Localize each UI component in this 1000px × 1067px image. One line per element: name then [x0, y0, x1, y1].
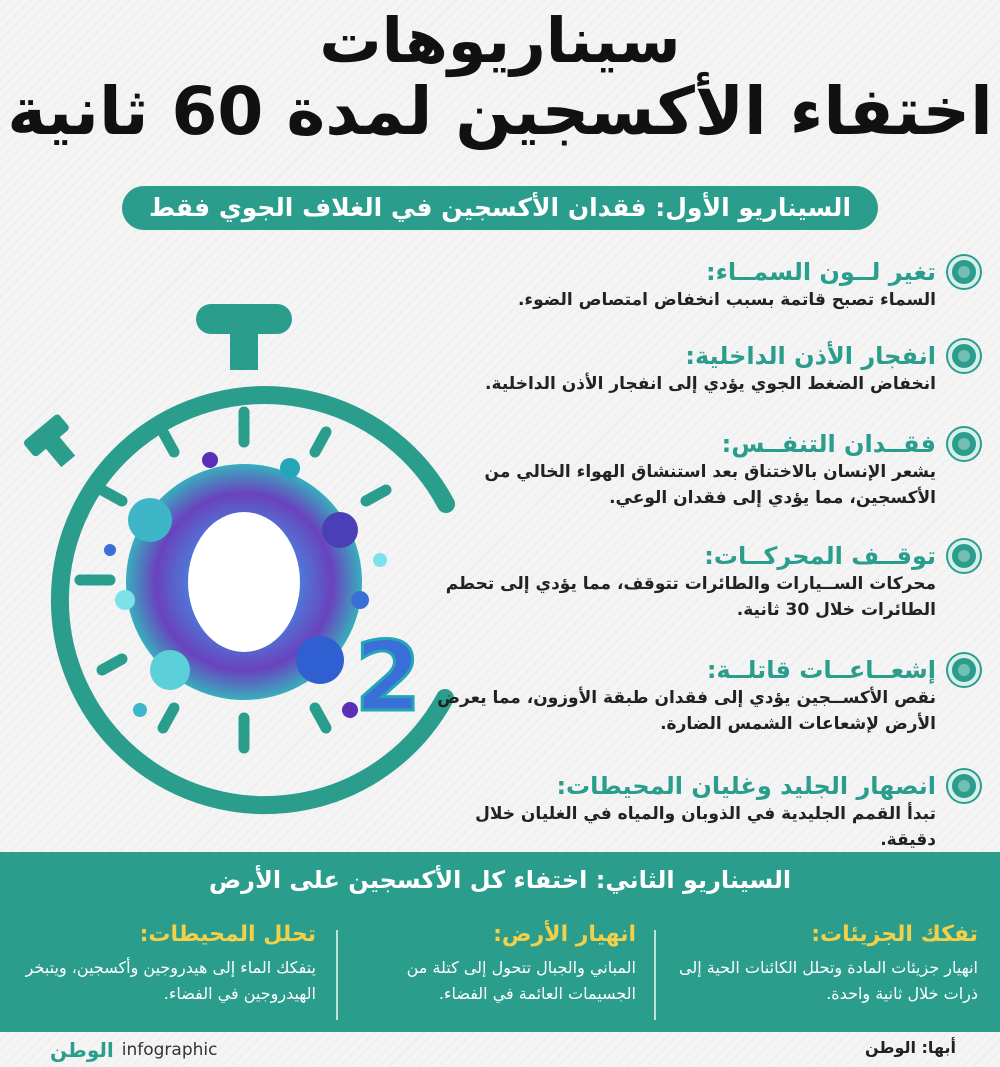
- title-line-2: اختفاء الأكسجين لمدة 60 ثانية: [7, 73, 993, 151]
- paint-splash: [104, 452, 387, 718]
- alwatan-logo: الوطن: [50, 1038, 114, 1062]
- list-item: [420, 340, 980, 398]
- item-text: يشعر الإنسان بالاختناق بعد استنشاق الهواء الخالي من الأكسجين، مما يؤدي إلى فقدان الوعي.: [484, 462, 936, 508]
- stopwatch-crown: [196, 304, 292, 370]
- item-heading: فقــدان التنفــس:: [721, 430, 936, 458]
- footer: [0, 1032, 1000, 1067]
- bullet-icon: [948, 540, 980, 572]
- bullet-icon: [948, 256, 980, 288]
- item-text: نقص الأكســجين يؤدي إلى فقدان طبقة الأوزون، مما يعرض الأرض لإشعاعات الشمس الضارة.: [437, 688, 936, 734]
- o2-subscript: 2: [354, 621, 422, 733]
- scenario2-label: السيناريو الثاني: اختفاء كل الأكسجين على الأرض: [208, 866, 792, 894]
- page-title: [0, 6, 1000, 149]
- column-divider: [654, 930, 656, 1020]
- scenario1-label: السيناريو الأول: فقدان الأكسجين في الغلاف الجوي فقط: [122, 186, 878, 230]
- bullet-icon: [948, 770, 980, 802]
- column-heading: انهيار الأرض:: [493, 922, 636, 947]
- column-heading: تفكك الجزيئات:: [811, 922, 978, 947]
- list-item: [420, 654, 980, 737]
- title-line-1: سيناريوهات: [319, 4, 681, 77]
- list-item: [420, 770, 980, 853]
- column-heading: تحلل المحيطات:: [139, 922, 316, 947]
- brand-label: infographic: [121, 1040, 218, 1060]
- scenario2-column: [16, 922, 316, 1006]
- item-heading: انفجار الأذن الداخلية:: [685, 342, 936, 370]
- scenario2-column: [678, 922, 978, 1006]
- column-text: يتفكك الماء إلى هيدروجين وأكسجين، ويتبخر الهيدروجين في الفضاء.: [25, 958, 316, 1003]
- scenario2-panel: [0, 852, 1000, 1032]
- column-divider: [336, 930, 338, 1020]
- item-text: تبدأ القمم الجليدية في الذوبان والمياه في الغليان خلال دقيقة.: [475, 804, 936, 850]
- bullet-icon: [948, 428, 980, 460]
- source-credit: أبها: الوطن: [864, 1038, 956, 1057]
- stopwatch-side-button: [22, 413, 86, 476]
- item-text: محركات الســيارات والطائرات تتوقف، مما يؤدي إلى تحطم الطائرات خلال 30 ثانية.: [445, 574, 936, 620]
- item-text: السماء تصبح قاتمة بسبب انخفاض امتصاص الضوء.: [517, 290, 936, 310]
- bullet-icon: [948, 654, 980, 686]
- column-text: انهيار جزيئات المادة وتحلل الكائنات الحية إلى ذرات خلال ثانية واحدة.: [679, 958, 978, 1003]
- item-heading: إشعــاعــات قاتلــة:: [706, 656, 936, 684]
- stopwatch-o2-illustration: [0, 300, 470, 820]
- list-item: [420, 256, 980, 314]
- bullet-icon: [948, 340, 980, 372]
- scenario2-column: [336, 922, 636, 1006]
- item-heading: توقــف المحركــات:: [704, 542, 936, 570]
- brand: [50, 1038, 217, 1062]
- item-text: انخفاض الضغط الجوي يؤدي إلى انفجار الأذن الداخلية.: [485, 374, 936, 394]
- item-heading: انصهار الجليد وغليان المحيطات:: [556, 772, 936, 800]
- list-item: [420, 540, 980, 623]
- item-heading: تغير لــون السمــاء:: [706, 258, 936, 286]
- list-item: [420, 428, 980, 511]
- column-text: المباني والجبال تتحول إلى كتلة من الجسيمات العائمة في الفضاء.: [406, 958, 636, 1003]
